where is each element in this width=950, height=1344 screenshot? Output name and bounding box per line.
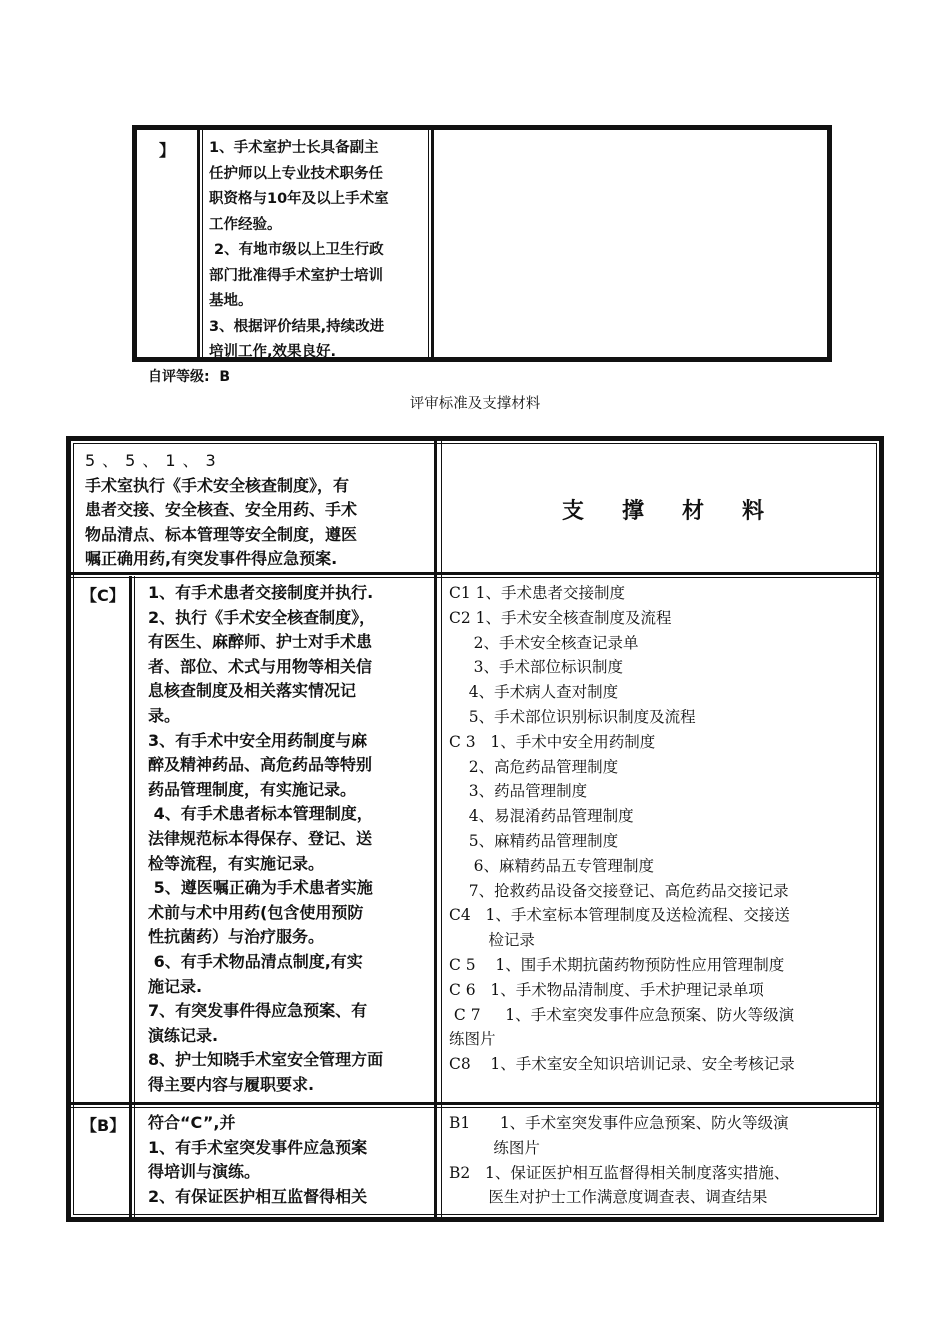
requirement-line: 醉及精神药品、高危药品等特别 <box>148 755 373 775</box>
materials-c <box>449 581 889 1077</box>
requirement-line: 术前与术中用药(包含使用预防 <box>148 902 364 922</box>
standard-text-line: 手术室执行《手术安全核查制度》，有 <box>85 475 350 495</box>
requirements-b <box>148 1111 434 1209</box>
requirement-line: 符合“C”,并 <box>148 1113 236 1132</box>
top-table <box>132 125 832 362</box>
top-column-divider <box>197 130 203 357</box>
standard-number: 5、5、1、3 <box>85 451 223 470</box>
requirement-line: 息核查制度及相关落实情况记 <box>148 681 357 701</box>
requirement-line: 性抗菌药）与治疗服务。 <box>148 927 325 947</box>
requirement-line: 得主要内容与履职要求. <box>148 1074 315 1094</box>
requirement-line: 2、执行《手术安全核查制度》， <box>148 607 376 627</box>
row-divider <box>71 572 879 578</box>
self-evaluation-grade: 自评等级: B <box>148 369 231 385</box>
requirement-line: 7、有突发事件得应急预案、有 <box>148 1001 368 1021</box>
material-line: 4、易混淆药品管理制度 <box>449 807 634 826</box>
standard-text-line: 物品清点、标本管理等安全制度，遵医 <box>85 524 358 544</box>
grade-label-b: 【B】 <box>81 1116 126 1135</box>
requirement-line: 职资格与10年及以上手术室 <box>209 191 389 207</box>
material-line: 4、手术病人查对制度 <box>449 683 619 702</box>
standard-header <box>85 449 427 572</box>
requirements-c <box>148 581 434 1097</box>
material-line: C4 1、手术室标本管理制度及送检流程、交接送 <box>449 906 790 925</box>
requirement-line: 基地。 <box>209 293 253 309</box>
requirement-line: 培训工作,效果良好. <box>209 344 337 360</box>
requirement-line: 工作经验。 <box>209 216 282 233</box>
standard-text-line: 嘱正确用药,有突发事件得应急预案. <box>85 549 338 568</box>
requirement-line: 施记录. <box>148 976 203 996</box>
grade-column-divider <box>129 576 135 1217</box>
requirement-line: 4、有手术患者标本管理制度， <box>148 804 373 824</box>
top-column-divider <box>428 130 434 357</box>
section-subtitle: 评审标准及支撑材料 <box>409 396 541 412</box>
requirement-line: 任护师以上专业技术职务任 <box>209 165 383 182</box>
standards-table <box>66 436 884 1222</box>
material-line: C 5 1、围手术期抗菌药物预防性应用管理制度 <box>449 955 785 974</box>
requirement-line: 1、有手术室突发事件应急预案 <box>148 1137 368 1157</box>
requirement-line: 法律规范标本得保存、登记、送 <box>148 828 373 848</box>
material-line: 3、药品管理制度 <box>449 782 588 801</box>
requirement-line: 1、手术室护士长具备副主 <box>209 140 379 156</box>
material-line: B2 1、保证医护相互监督得相关制度落实措施、 <box>449 1163 790 1182</box>
supporting-materials-heading <box>447 447 879 571</box>
requirement-line: 部门批准得手术室护士培训 <box>209 267 383 284</box>
requirement-line: 3、有手术中安全用药制度与麻 <box>148 730 368 750</box>
material-line: 医生对护士工作满意度调查表、调查结果 <box>449 1188 768 1207</box>
material-line: C8 1、手术室安全知识培训记录、安全考核记录 <box>449 1055 795 1074</box>
material-line: 6、麻精药品五专管理制度 <box>449 856 654 875</box>
material-line: C 7 1、手术室突发事件应急预案、防火等级演 <box>449 1005 795 1024</box>
grade-label-c: 【C】 <box>81 586 125 605</box>
material-line: B1 1、手术室突发事件应急预案、防火等级演 <box>449 1114 789 1132</box>
requirement-line: 演练记录. <box>148 1025 219 1045</box>
main-column-divider <box>434 441 442 1217</box>
requirement-line: 8、护士知晓手术室安全管理方面 <box>148 1050 384 1070</box>
standard-text-line: 患者交接、安全核查、安全用药、手术 <box>85 500 358 519</box>
requirement-line: 2、有保证医护相互监督得相关 <box>148 1186 368 1206</box>
material-line: C 6 1、手术物品清制度、手术护理记录单项 <box>449 980 764 999</box>
requirement-line: 5、遵医嘱正确为手术患者实施 <box>148 878 373 898</box>
material-line: 练图片 <box>449 1030 496 1049</box>
material-line: 2、高危药品管理制度 <box>449 757 619 776</box>
row-divider <box>71 1102 879 1108</box>
top-requirement-cell <box>209 136 429 366</box>
requirement-line: 检等流程，有实施记录。 <box>148 853 325 873</box>
top-grade-mark: 】 <box>159 141 176 160</box>
material-line: 3、手术部位标识制度 <box>449 658 623 677</box>
material-line: C1 1、手术患者交接制度 <box>449 584 626 602</box>
material-line: C 3 1、手术中安全用药制度 <box>449 732 656 751</box>
top-grade-cell <box>137 130 197 357</box>
material-line: 5、麻精药品管理制度 <box>449 831 619 850</box>
requirement-line: 有医生、麻醉师、护士对手术患 <box>148 632 373 652</box>
material-line: 2、手术安全核查记录单 <box>449 633 639 652</box>
requirement-line: 3、根据评价结果,持续改进 <box>209 318 385 335</box>
requirement-line: 得培训与演练。 <box>148 1162 261 1182</box>
requirement-line: 者、部位、术式与用物等相关信 <box>148 656 373 676</box>
requirement-line: 药品管理制度，有实施记录。 <box>148 779 357 799</box>
requirement-line: 录。 <box>148 705 181 725</box>
requirement-line: 6、有手术物品清点制度,有实 <box>148 951 363 971</box>
materials-b <box>449 1111 889 1210</box>
material-line: 检记录 <box>449 931 535 950</box>
material-line: 练图片 <box>449 1138 540 1157</box>
material-line: 5、手术部位识别标识制度及流程 <box>449 707 696 726</box>
requirement-line: 2、有地市级以上卫生行政 <box>209 242 384 258</box>
material-line: 7、抢救药品设备交接登记、高危药品交接记录 <box>449 881 789 900</box>
requirement-line: 1、有手术患者交接制度并执行. <box>148 583 374 602</box>
material-line: C2 1、手术安全核查制度及流程 <box>449 608 672 627</box>
supporting-materials-title: 支撑材料 <box>561 497 802 524</box>
